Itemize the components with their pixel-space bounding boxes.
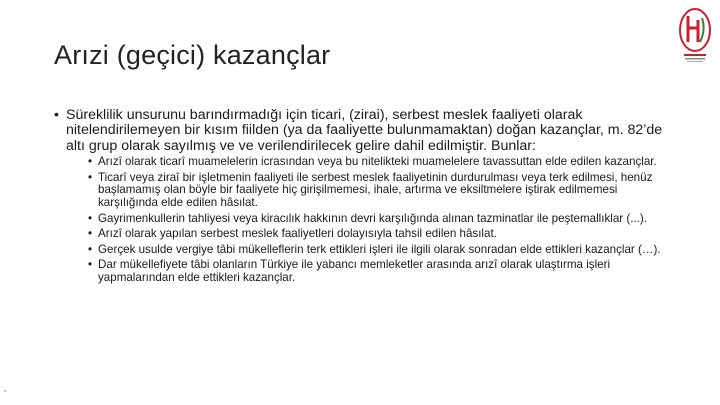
sub-bullet-6: • Dar mükellefiyete tâbi olanların Türkiye ile yabancı memleketler arasında arızî olarak ulaştırma işleri yapmalarından elde ettikleri kazançlar. — [88, 259, 664, 284]
slide-content — [54, 108, 664, 288]
slide-title: Arızi (geçici) kazançlar — [54, 40, 331, 70]
sub-bullet-3: • Gayrimenkullerin tahliyesi veya kiracılık hakkının devri karşılığında alınan tazminatlar ile peştemallıklar (...). — [88, 213, 664, 226]
sub-bullet-2: • Ticarî veya ziraî bir işletmenin faaliyeti ile serbest meslek faaliyetinin durdurulması veya terk edilmesi, henüz başlamamış olan böyle bir faaliyete hiç girişilmemesi, ihale, artırma ve eksiltmelere iştirak edilmemesi karşılığında elde edilen hâsılat. — [88, 172, 664, 210]
sub-bullet-list — [88, 156, 664, 284]
sub-bullet-4: • Arızî olarak yapılan serbest meslek faaliyetleri dolayısıyla tahsil edilen hâsılat. — [88, 228, 664, 241]
main-bullet-text: Süreklilik unsurunu barındırmadığı için ticari, (zirai), serbest meslek faaliyeti olarak nitelendirilemeyen bir kısım fiilden (ya da faaliyette bulunmamaktan) doğan kazançlar, m. 82’de altı grup olarak sayılmış ve ve verilendirilecek gelire dahil edilmiştir. Bunlar: — [66, 107, 663, 154]
main-bullet — [54, 108, 664, 285]
sub-bullet-1: • Arızî olarak ticarî muamelelerin icrasından veya bu nitelikteki muamelelere tavassuttan elde edilen kazançlar. — [88, 156, 664, 169]
university-logo-icon — [676, 6, 714, 68]
bullet-list — [54, 108, 664, 285]
sub-bullet-5: • Gerçek usulde vergiye tâbi mükelleflerin terk ettikleri işleri ile ilgili olarak sonradan elde ettikleri kazançlar (…). — [88, 244, 664, 257]
corner-mark-icon: ▪ — [4, 388, 7, 395]
